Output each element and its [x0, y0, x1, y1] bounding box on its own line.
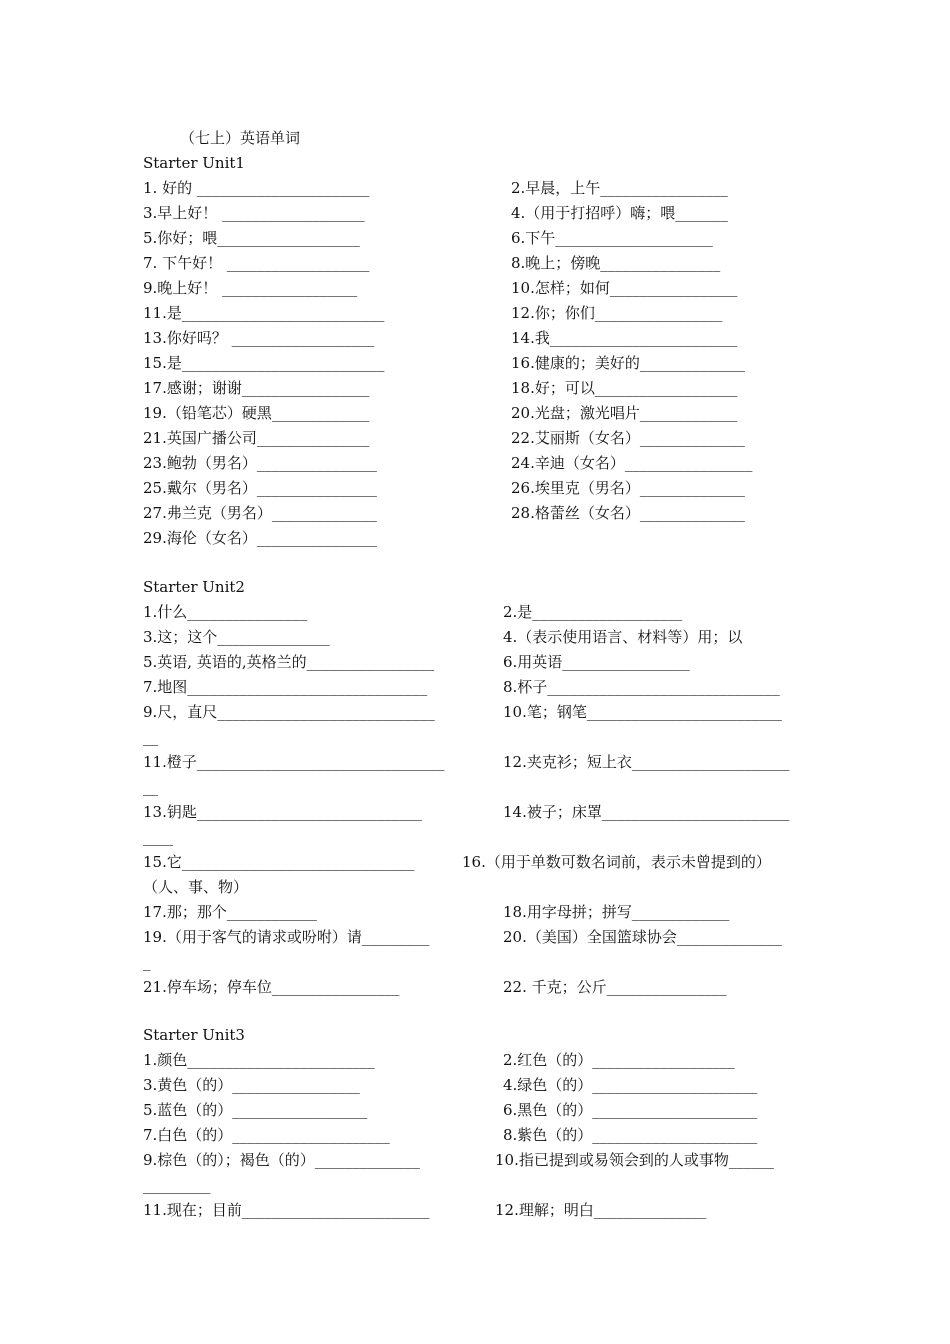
- vocab-item: 17.那；那个____________: [143, 903, 317, 921]
- vocab-item: 8.晚上；傍晚________________: [511, 254, 721, 272]
- vocab-item: 13.钥匙______________________________: [143, 803, 422, 821]
- vocab-item: 8.紫色（的）______________________: [503, 1126, 758, 1144]
- vocab-item: 1. 好的 _______________________: [143, 179, 370, 197]
- vocab-item: 6.用英语_________________: [503, 653, 690, 671]
- vocab-item: 29.海伦（女名）________________: [143, 529, 377, 547]
- vocab-item: 10.怎样；如何_________________: [511, 279, 738, 297]
- vocab-item: 11.现在；目前_________________________: [143, 1201, 430, 1219]
- vocab-item: 11.是___________________________: [143, 304, 385, 322]
- vocab-item: 3.黄色（的）_________________: [143, 1076, 360, 1094]
- vocab-item: 21.英国广播公司_______________: [143, 429, 370, 447]
- vocab-item: 15.它_______________________________: [143, 853, 415, 871]
- vocab-item: 20.（美国）全国篮球协会______________: [503, 928, 782, 946]
- unit-heading: Starter Unit1: [143, 154, 245, 172]
- vocab-item: 2.红色（的）___________________: [503, 1051, 735, 1069]
- vocab-item: 5.你好；喂___________________: [143, 229, 360, 247]
- vocab-item: 17.感谢；谢谢_________________: [143, 379, 370, 397]
- vocab-item: 21.停车场；停车位_________________: [143, 978, 400, 996]
- vocab-item: 16.健康的；美好的______________: [511, 354, 745, 372]
- vocab-item: 2.是____________________: [503, 603, 683, 621]
- vocab-item: 13.你好吗？ ___________________: [143, 329, 375, 347]
- vocab-item: 14.被子；床罩_________________________: [503, 803, 790, 821]
- vocab-item: 4.（用于打招呼）嗨；喂_______: [511, 204, 728, 222]
- vocab-item: 10.笔；钢笔__________________________: [503, 703, 782, 721]
- vocab-item: 16.（用于单数可数名词前，表示未曾提到的）: [462, 853, 771, 871]
- vocab-item: _: [143, 953, 151, 971]
- vocab-item: 11.橙子_________________________________: [143, 753, 445, 771]
- vocab-item: 20.光盘；激光唱片_____________: [511, 404, 738, 422]
- vocab-item: 6.下午_____________________: [511, 229, 713, 247]
- vocab-item: 27.弗兰克（男名）______________: [143, 504, 377, 522]
- vocab-item: 1.颜色_________________________: [143, 1051, 375, 1069]
- vocab-item: _________: [143, 1176, 211, 1194]
- vocab-item: 10.指已提到或易领会到的人或事物______: [495, 1151, 774, 1169]
- document-title: （七上）英语单词: [180, 129, 301, 147]
- vocab-item: 23.鲍勃（男名）________________: [143, 454, 377, 472]
- vocab-item: （人、事、物）: [143, 878, 249, 896]
- vocab-item: 7.白色（的）_____________________: [143, 1126, 390, 1144]
- vocab-item: 7.地图________________________________: [143, 678, 428, 696]
- unit-heading: Starter Unit3: [143, 1026, 245, 1044]
- vocab-item: 12.理解；明白_______________: [495, 1201, 707, 1219]
- vocab-item: 4.（表示使用语言、材料等）用；以: [503, 628, 743, 646]
- vocab-item: 2.早晨，上午_________________: [511, 179, 728, 197]
- vocab-item: 9.晚上好！ __________________: [143, 279, 358, 297]
- vocab-item: 9.棕色（的）；褐色（的）______________: [143, 1151, 420, 1169]
- vocab-item: 5.英语, 英语的,英格兰的_________________: [143, 653, 435, 671]
- vocab-item: 19.（铅笔芯）硬黑_____________: [143, 404, 370, 422]
- vocab-item: 19.（用于客气的请求或吩咐）请_________: [143, 928, 430, 946]
- vocab-item: 7. 下午好！ ___________________: [143, 254, 370, 272]
- unit-heading: Starter Unit2: [143, 578, 245, 596]
- vocab-item: 1.什么________________: [143, 603, 308, 621]
- vocab-item: 28.格蕾丝（女名）______________: [511, 504, 745, 522]
- vocab-item: 6.黑色（的）______________________: [503, 1101, 758, 1119]
- vocab-item: 14.我_________________________: [511, 329, 738, 347]
- vocab-item: 12.夹克衫；短上衣_____________________: [503, 753, 790, 771]
- vocab-item: 18.好；可以___________________: [511, 379, 738, 397]
- vocab-item: 22. 千克；公斤________________: [503, 978, 727, 996]
- vocab-item: ____: [143, 828, 173, 846]
- vocab-item: 9.尺，直尺_____________________________: [143, 703, 435, 721]
- vocab-item: 8.杯子_______________________________: [503, 678, 780, 696]
- vocab-item: 25.戴尔（男名）________________: [143, 479, 377, 497]
- vocab-item: 3.这；这个_______________: [143, 628, 330, 646]
- vocab-item: 24.辛迪（女名）_________________: [511, 454, 753, 472]
- vocab-item: 4.绿色（的）______________________: [503, 1076, 758, 1094]
- vocab-item: 12.你；你们_________________: [511, 304, 723, 322]
- vocab-item: 22.艾丽斯（女名）______________: [511, 429, 745, 447]
- vocab-item: 15.是___________________________: [143, 354, 385, 372]
- vocab-item: 26.埃里克（男名）______________: [511, 479, 745, 497]
- vocab-item: __: [143, 728, 158, 746]
- vocab-item: __: [143, 778, 158, 796]
- vocab-item: 5.蓝色（的）__________________: [143, 1101, 368, 1119]
- vocab-item: 18.用字母拼；拼写_____________: [503, 903, 730, 921]
- vocab-item: 3.早上好！ ___________________: [143, 204, 365, 222]
